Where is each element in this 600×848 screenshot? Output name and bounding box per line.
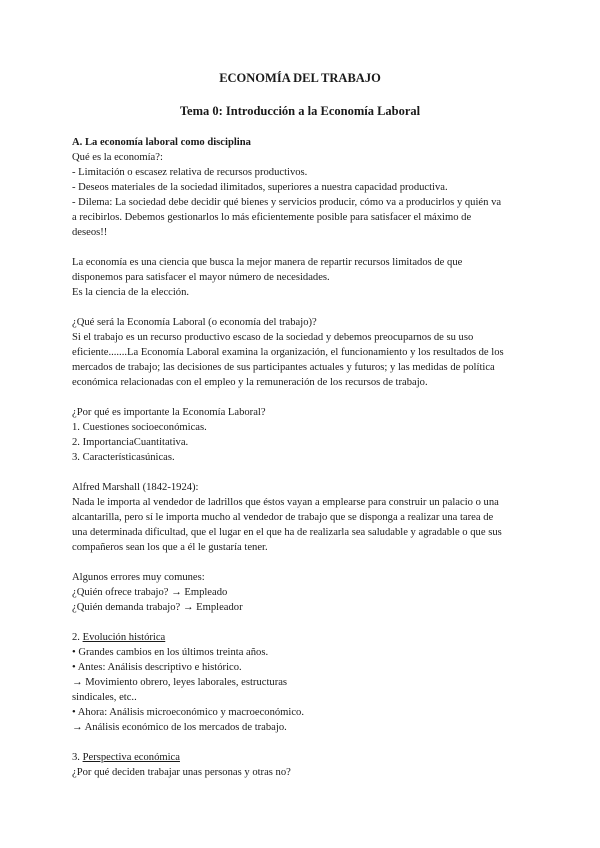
section-2-title: Evolución histórica xyxy=(82,632,166,643)
text-line: económica relacionadas con el empleo y la remuneración de los recursos de trabajo. xyxy=(72,377,428,388)
text-line: alcantarilla, pero sí le importa mucho al vendedor de trabajo que se disponga a realizar una tarea de xyxy=(72,512,494,523)
text-line: ¿Quién demanda trabajo? → Empleador xyxy=(72,602,243,613)
text-line: Si el trabajo es un recurso productivo escaso de la sociedad y debemos preocuparnos de su uso xyxy=(72,332,474,343)
section-3-title: Perspectiva económica xyxy=(82,752,180,763)
text-line: ¿Quién ofrece trabajo? → Empleado xyxy=(72,587,228,598)
list-item: 3. Característicasúnicas. xyxy=(72,452,175,463)
text-line: Algunos errores muy comunes: xyxy=(72,572,205,583)
list-item: • Antes: Análisis descriptivo e histórico. xyxy=(72,662,242,673)
text-line: disponemos para satisfacer el mayor número de necesidades. xyxy=(72,272,330,283)
section-3-number: 3. xyxy=(72,752,83,763)
list-item: 1. Cuestiones socioeconómicas. xyxy=(72,422,207,433)
text-line: Nada le importa al vendedor de ladrillos que éstos vayan a emplearse para construir un palacio o una xyxy=(72,497,499,508)
text-line: a recibirlos. Debemos gestionarlos lo más eficientemente posible para satisfacer el máximo de xyxy=(72,212,472,223)
section-2-number: 2. xyxy=(72,632,83,643)
text-line: - Limitación o escasez relativa de recursos productivos. xyxy=(72,167,308,178)
list-item: sindicales, etc.. xyxy=(72,692,137,703)
section-3-heading xyxy=(72,750,532,765)
list-item: 2. ImportanciaCuantitativa. xyxy=(72,437,189,448)
text-line: - Deseos materiales de la sociedad ilimitados, superiores a nuestra capacidad productiva. xyxy=(72,182,448,193)
text-line: mercados de trabajo; las decisiones de sus participantes actuales y futuros; y las medidas de política xyxy=(72,362,495,373)
list-item: → Movimiento obrero, leyes laborales, estructuras xyxy=(72,677,288,688)
text-line: - Dilema: La sociedad debe decidir qué bienes y servicios producir, cómo va a producirlos y quién va xyxy=(72,197,502,208)
document-title: ECONOMÍA DEL TRABAJO xyxy=(219,71,381,85)
text-line: La economía es una ciencia que busca la mejor manera de repartir recursos limitados de que xyxy=(72,257,463,268)
text-line: Alfred Marshall (1842-1924): xyxy=(72,482,199,493)
list-item: • Grandes cambios en los últimos treinta años. xyxy=(72,647,269,658)
section-2-heading xyxy=(72,630,532,645)
text-line: deseos!! xyxy=(72,227,108,238)
text-line: una determinada dificultad, que el lugar en el que ha de realizarla sea saludable y agradable o que sus xyxy=(72,527,502,538)
list-item: • Ahora: Análisis microeconómico y macroeconómico. xyxy=(72,707,305,718)
document-body xyxy=(72,135,532,780)
text-line: eficiente.......La Economía Laboral examina la organización, el funcionamiento y los resultados de los xyxy=(72,347,504,358)
section-a-heading: A. La economía laboral como disciplina xyxy=(72,137,251,148)
text-line: ¿Por qué deciden trabajar unas personas y otras no? xyxy=(72,767,291,778)
text-line: Qué es la economía?: xyxy=(72,152,163,163)
list-item: → Análisis económico de los mercados de trabajo. xyxy=(72,722,287,733)
text-line: compañeros sean los que a él le gustaría tener. xyxy=(72,542,268,553)
text-line: Es la ciencia de la elección. xyxy=(72,287,190,298)
text-line: ¿Qué será la Economía Laboral (o economía del trabajo)? xyxy=(72,317,317,328)
text-line: ¿Por qué es importante la Economía Laboral? xyxy=(72,407,266,418)
document-subtitle: Tema 0: Introducción a la Economía Laboral xyxy=(179,104,421,118)
